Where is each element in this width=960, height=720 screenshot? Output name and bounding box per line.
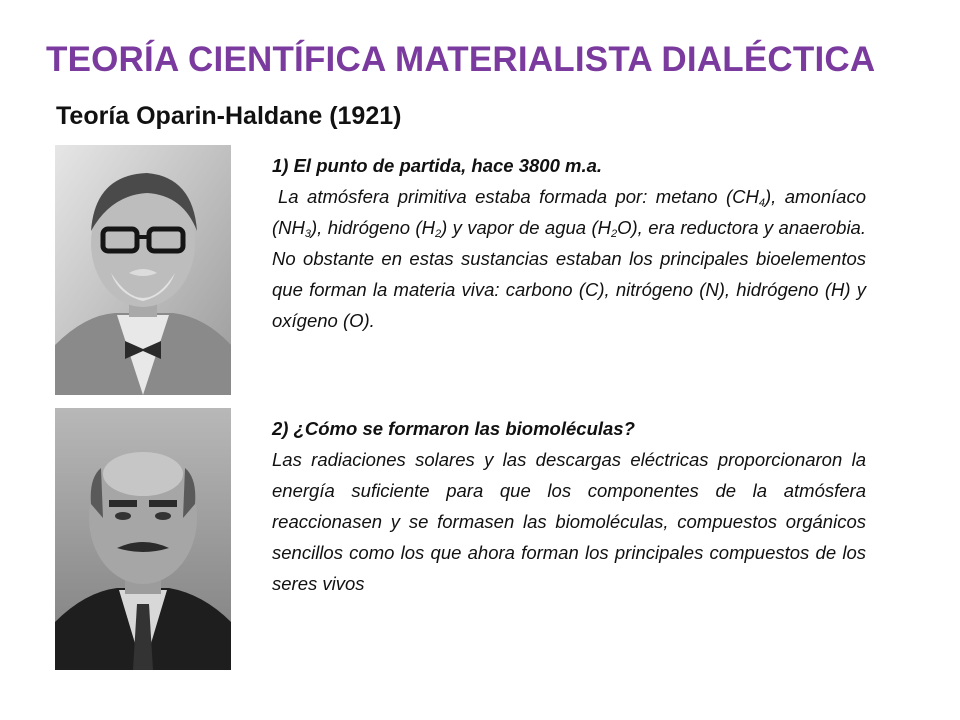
portrait-haldane-image xyxy=(55,408,231,670)
slide-title: TEORÍA CIENTÍFICA MATERIALISTA DIALÉCTICA xyxy=(46,40,876,79)
subscript-nh3: 3 xyxy=(304,228,312,240)
section-2-paragraph: Las radiaciones solares y las descargas eléctricas proporcionaron la energía suficiente para que los componentes de la atmósfera reaccionasen y se formasen las biomoléculas, compuestos orgánicos sencillos como los que ahora forman los principales compuestos de los seres vivos xyxy=(272,449,866,594)
portrait-oparin xyxy=(55,145,231,395)
section-1-text-b: ), amoníaco (NH xyxy=(272,186,866,238)
subscript-ch4: 4 xyxy=(758,197,765,209)
subscript-h2: 2 xyxy=(434,228,442,240)
portrait-haldane xyxy=(55,408,231,670)
section-1-text-d: ) y vapor de agua (H xyxy=(441,217,611,238)
subscript-h2o: 2 xyxy=(611,228,618,240)
section-1-text-c: ), hidrógeno (H xyxy=(311,217,435,238)
section-2 xyxy=(272,413,866,599)
section-1 xyxy=(272,150,866,336)
portrait-oparin-image xyxy=(55,145,231,395)
section-1-text-a: La atmósfera primitiva estaba formada por: metano (CH xyxy=(278,186,759,207)
section-1-text-e: O), era reductora y anaerobia. No obstante en estas sustancias estaban los principales bioelementos que forman la materia viva: carbono (C), nitrógeno (N), hidrógeno (H) y oxígeno (O). xyxy=(272,217,866,331)
section-2-heading: 2) ¿Cómo se formaron las biomoléculas? xyxy=(272,418,635,439)
section-1-heading: 1) El punto de partida, hace 3800 m.a. xyxy=(272,155,603,176)
section-1-paragraph xyxy=(272,181,866,336)
slide-subtitle: Teoría Oparin-Haldane (1921) xyxy=(56,102,402,130)
